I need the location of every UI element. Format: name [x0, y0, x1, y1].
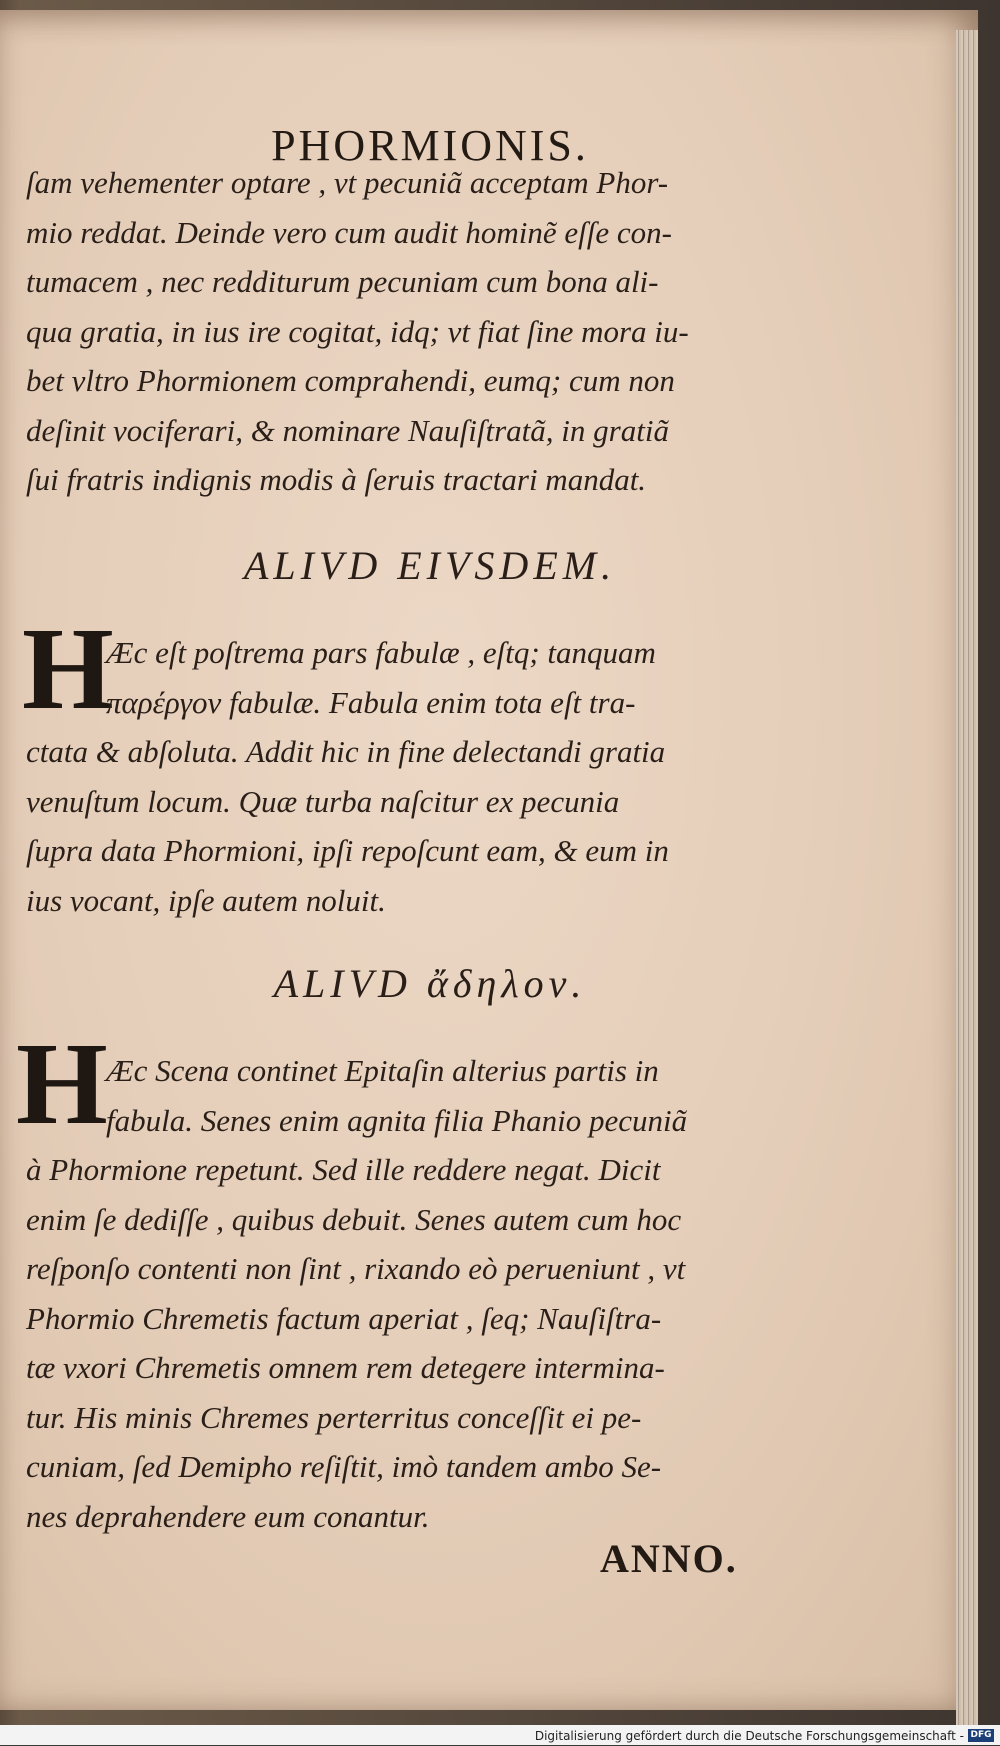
- text-line: tæ vxori Chremetis omnem rem detegere intermina-: [26, 1350, 665, 1385]
- text-line: tur. His minis Chremes perterritus conceſſit ei pe-: [26, 1399, 642, 1435]
- paragraph-2: [26, 628, 826, 925]
- drop-cap: H: [16, 1018, 108, 1149]
- text-line: ſam vehementer optare , vt pecuniã acceptam Phor-: [26, 165, 669, 200]
- footer-text: Digitalisierung gefördert durch die Deutsche Forschungsgemeinschaft -: [534, 1728, 964, 1743]
- text-line: nes deprahendere eum conantur.: [26, 1498, 430, 1534]
- text-line: cuniam, ſed Demipho reſiſtit, imò tandem ambo Se-: [26, 1449, 662, 1484]
- text-line: qua gratia, in ius ire cogitat, idq; vt fiat ſine mora iu-: [26, 313, 689, 349]
- text-line: mio reddat. Deinde vero cum audit hominẽ eſſe con-: [26, 214, 672, 250]
- text-line: tumacem , nec redditurum pecuniam cum bona ali-: [26, 264, 659, 299]
- text-line: ius vocant, ipſe autem noluit.: [26, 882, 386, 918]
- dfg-logo-icon: DFG: [968, 1729, 994, 1742]
- catchword: ANNO.: [600, 1536, 738, 1581]
- running-head: PHORMIONIS.: [271, 121, 589, 170]
- digitization-footer: [0, 1725, 1000, 1745]
- paragraph-1: [26, 158, 826, 505]
- section-heading-1: ALIVD EIVSDEM.: [243, 543, 617, 588]
- text-line: ſupra data Phormioni, ipſi repoſcunt eam, & eum in: [26, 833, 669, 868]
- text-line: venuſtum locum. Quæ turba naſcitur ex pecunia: [26, 783, 620, 819]
- text-line: Æc eſt poſtrema pars fabulæ , eſtq; tanquam: [106, 635, 656, 670]
- text-line: fabula. Senes enim agnita filia Phanio pecuniã: [106, 1102, 688, 1138]
- text-line: reſponſo contenti non ſint , rixando eò perueniunt , vt: [26, 1251, 686, 1286]
- text-line: enim ſe dediſſe , quibus debuit. Senes autem cum hoc: [26, 1201, 682, 1237]
- paragraph-3: [26, 1046, 826, 1541]
- book-page: [0, 10, 978, 1710]
- text-line: à Phormione repetunt. Sed ille reddere negat. Dicit: [26, 1152, 661, 1187]
- page-edge: [956, 30, 978, 1730]
- text-line: deſinit vociferari, & nominare Nauſiſtratã, in gratiã: [26, 412, 669, 448]
- text-line: ſui fratris indignis modis à ſeruis tractari mandat.: [26, 462, 647, 497]
- text-line: παρέργον fabulæ. Fabula enim tota eſt tra-: [106, 684, 636, 720]
- text-line: ctata & abſoluta. Addit hic in fine delectandi gratia: [26, 734, 666, 769]
- text-line: bet vltro Phormionem comprahendi, eumq; cum non: [26, 363, 675, 398]
- drop-cap: H: [22, 603, 114, 734]
- text-line: Æc Scena continet Epitaſin alterius partis in: [106, 1053, 659, 1088]
- section-heading-2: ALIVD ἄδηλον.: [273, 961, 587, 1006]
- text-line: Phormio Chremetis factum aperiat , ſeq; Nauſiſtra-: [26, 1300, 662, 1336]
